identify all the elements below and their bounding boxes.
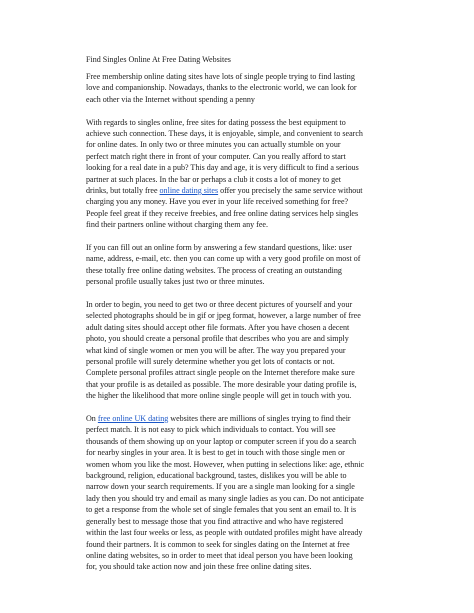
text-line (86, 527, 404, 538)
text-line (86, 550, 404, 561)
text-line (86, 185, 404, 196)
text-line (86, 94, 404, 105)
text-run: looking for a real date in a pub? This day and age, it is very difficult to find a serious (86, 163, 359, 173)
text-run: found their partners. It is common to seek for singles dating on the Internet at free (86, 539, 350, 549)
text-run: charging you any money. Have you ever in your life received something for free? (86, 197, 349, 207)
text-line (86, 447, 404, 458)
text-run: online dating websites, so in order to meet that ideal person you have been looking (86, 550, 353, 560)
text-run: each other via the Internet without spending a penny (86, 94, 255, 104)
text-line (86, 561, 404, 572)
text-run: to get a response from the whole set of single females that you sent an email to. It is (86, 505, 357, 515)
text-run: for, you should take action now and join these free online dating sites. (86, 562, 312, 572)
text-run: In order to begin, you need to get two or three decent pictures of yourself and your (86, 299, 353, 309)
text-run: perfect match. It is not easy to pick which individuals to contact. You will see (86, 425, 336, 435)
text-run: name, address, e-mail, etc. then you can come up with a very good profile on most of (86, 254, 361, 264)
text-line (86, 265, 404, 276)
document-title: Find Singles Online At Free Dating Websites (86, 55, 231, 64)
text-run: achieve such connection. These days, it is enjoyable, simple, and convenient to search (86, 128, 363, 138)
text-line (86, 117, 404, 128)
text-line (86, 299, 404, 310)
text-line (86, 379, 404, 390)
text-run: love and companionship. Nowadays, thanks to the electronic world, we can look for (86, 83, 357, 93)
text-line (86, 242, 404, 253)
text-run: drinks, but totally free (86, 185, 160, 195)
text-run: lady then you should try and email as many single ladies as you can. Do not anticipate (86, 493, 364, 503)
text-line (86, 310, 404, 321)
text-line (86, 413, 404, 424)
text-line (86, 470, 404, 481)
text-run: People feel great if they receive freebies, and free online dating services help singles (86, 208, 359, 218)
text-run: generally best to message those that you find attractive and who have registered (86, 516, 343, 526)
text-line (86, 333, 404, 344)
text-run: the higher the likelihood that more online single people will get in touch with you. (86, 391, 352, 401)
text-run: adult dating sites should accept other file formats. After you have chosen a decent (86, 322, 350, 332)
text-run: what kind of single women or men you will be after. The way you prepared your (86, 345, 346, 355)
text-run: perfect match right there in front of your computer. Can you really afford to start (86, 151, 346, 161)
text-run: With regards to singles online, free sites for dating possess the best equipment to (86, 117, 346, 127)
text-run: these totally free online dating websites. The process of creating an outstanding (86, 265, 342, 275)
paragraph (86, 299, 404, 402)
text-line (86, 459, 404, 470)
text-run: personal profile usually takes just two or three minutes. (86, 277, 265, 287)
text-line (86, 322, 404, 333)
text-run: background, religion, educational background, tastes, dislikes you will be able to (86, 471, 347, 481)
text-line (86, 139, 404, 150)
text-run: within the last four weeks or less, as people with outdated profiles might have already (86, 528, 363, 538)
text-run: women whom you like the most. However, when putting in selections like: age, ethnic (86, 459, 365, 469)
text-run: Free membership online dating sites have lots of single people trying to find lasting (86, 71, 355, 81)
text-line (86, 174, 404, 185)
text-line (86, 82, 404, 93)
text-run: If you can fill out an online form by answering a few standard questions, like: user (86, 242, 352, 252)
hyperlink[interactable]: free online UK dating (97, 414, 169, 424)
text-run: for online dates. In only two or three minutes you can actually stumble on your (86, 140, 341, 150)
text-line (86, 516, 404, 527)
text-line (86, 436, 404, 447)
text-line (86, 345, 404, 356)
text-run: partner at such places. In the bar or perhaps a club it costs a lot of money to get (86, 174, 341, 184)
hyperlink[interactable]: online dating sites (159, 185, 219, 195)
paragraph (86, 242, 404, 288)
text-run: photo, you should create a personal profile that describes who you are and simply (86, 334, 349, 344)
text-line (86, 493, 404, 504)
text-run: find their partners online without charging them any fee. (86, 220, 268, 230)
text-run: offer you precisely the same service without (218, 185, 363, 195)
text-line (86, 390, 404, 401)
text-line (86, 128, 404, 139)
paragraph-list (86, 71, 404, 573)
text-run: thousands of them showing up on your laptop or computer screen if you do a search (86, 436, 357, 446)
text-line (86, 276, 404, 287)
text-line (86, 539, 404, 550)
text-line (86, 219, 404, 230)
text-run: Complete personal profiles attract single people on the Internet therefore make sure (86, 368, 355, 378)
text-run: websites there are millions of singles trying to find their (168, 414, 351, 424)
text-line (86, 151, 404, 162)
text-run: On (86, 414, 98, 424)
text-line (86, 356, 404, 367)
paragraph (86, 71, 404, 105)
paragraph (86, 117, 404, 231)
text-line (86, 253, 404, 264)
paragraph (86, 413, 404, 573)
text-line (86, 162, 404, 173)
text-line (86, 208, 404, 219)
text-line (86, 71, 404, 82)
text-run: selected photographs should be in gif or jpeg format, however, a large number of free (86, 311, 361, 321)
text-run: personal profile will surely determine whether you get lots of contacts or not. (86, 357, 335, 367)
text-line (86, 367, 404, 378)
text-line (86, 481, 404, 492)
text-run: that your profile is as detailed as possible. The more desirable your dating profile is, (86, 379, 357, 389)
text-line (86, 196, 404, 207)
text-run: narrow down your search requirements. If you are a single man looking for a single (86, 482, 355, 492)
text-run: for nearby singles in your area. It is best to get in touch with those single men or (86, 448, 345, 458)
text-line (86, 424, 404, 435)
text-line (86, 504, 404, 515)
document-body (86, 54, 404, 584)
